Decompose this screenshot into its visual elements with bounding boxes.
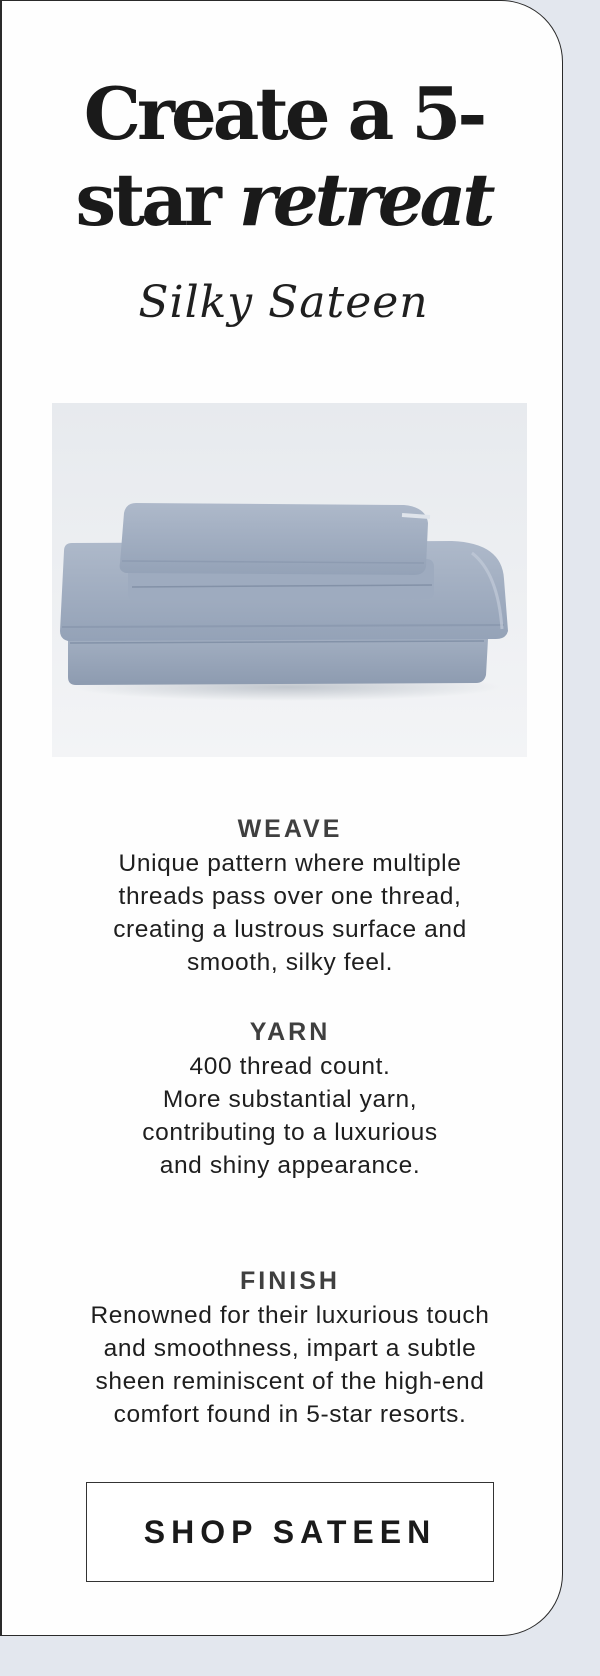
feature-finish-line-2: and smoothness, impart a subtle bbox=[103, 1335, 477, 1362]
headline-line-2 bbox=[2, 157, 565, 243]
feature-weave-title: WEAVE bbox=[237, 815, 343, 843]
feature-yarn bbox=[2, 1014, 578, 1182]
feature-weave-line-1: Unique pattern where multiple bbox=[118, 850, 462, 877]
feature-finish bbox=[2, 1263, 578, 1431]
feature-finish-title: FINISH bbox=[240, 1267, 340, 1295]
feature-yarn-line-4: and shiny appearance. bbox=[159, 1152, 421, 1179]
feature-weave bbox=[2, 811, 578, 979]
feature-weave-line-4: smooth, silky feel. bbox=[186, 949, 394, 976]
product-image bbox=[52, 403, 527, 757]
feature-yarn-line-1: 400 thread count. bbox=[189, 1053, 391, 1080]
feature-finish-line-1: Renowned for their luxurious touch bbox=[90, 1302, 490, 1329]
feature-yarn-title: YARN bbox=[249, 1018, 331, 1046]
feature-weave-line-3: creating a lustrous surface and bbox=[113, 916, 467, 943]
headline-line-2-italic: retreat bbox=[238, 157, 492, 242]
feature-yarn-line-2: More substantial yarn, bbox=[162, 1086, 418, 1113]
script-subtitle: Silky Sateen bbox=[138, 277, 429, 328]
feature-finish-line-4: comfort found in 5-star resorts. bbox=[113, 1401, 467, 1428]
feature-finish-line-3: sheen reminiscent of the high-end bbox=[95, 1368, 485, 1395]
feature-weave-line-2: threads pass over one thread, bbox=[118, 883, 462, 910]
folded-sheets-illustration bbox=[52, 403, 527, 757]
headline bbox=[2, 71, 565, 243]
headline-line-1: Create a 5- bbox=[83, 71, 484, 156]
feature-yarn-line-3: contributing to a luxurious bbox=[142, 1119, 438, 1146]
shop-sateen-button[interactable]: SHOP SATEEN bbox=[86, 1482, 494, 1582]
headline-line-2-regular: star bbox=[75, 157, 239, 242]
